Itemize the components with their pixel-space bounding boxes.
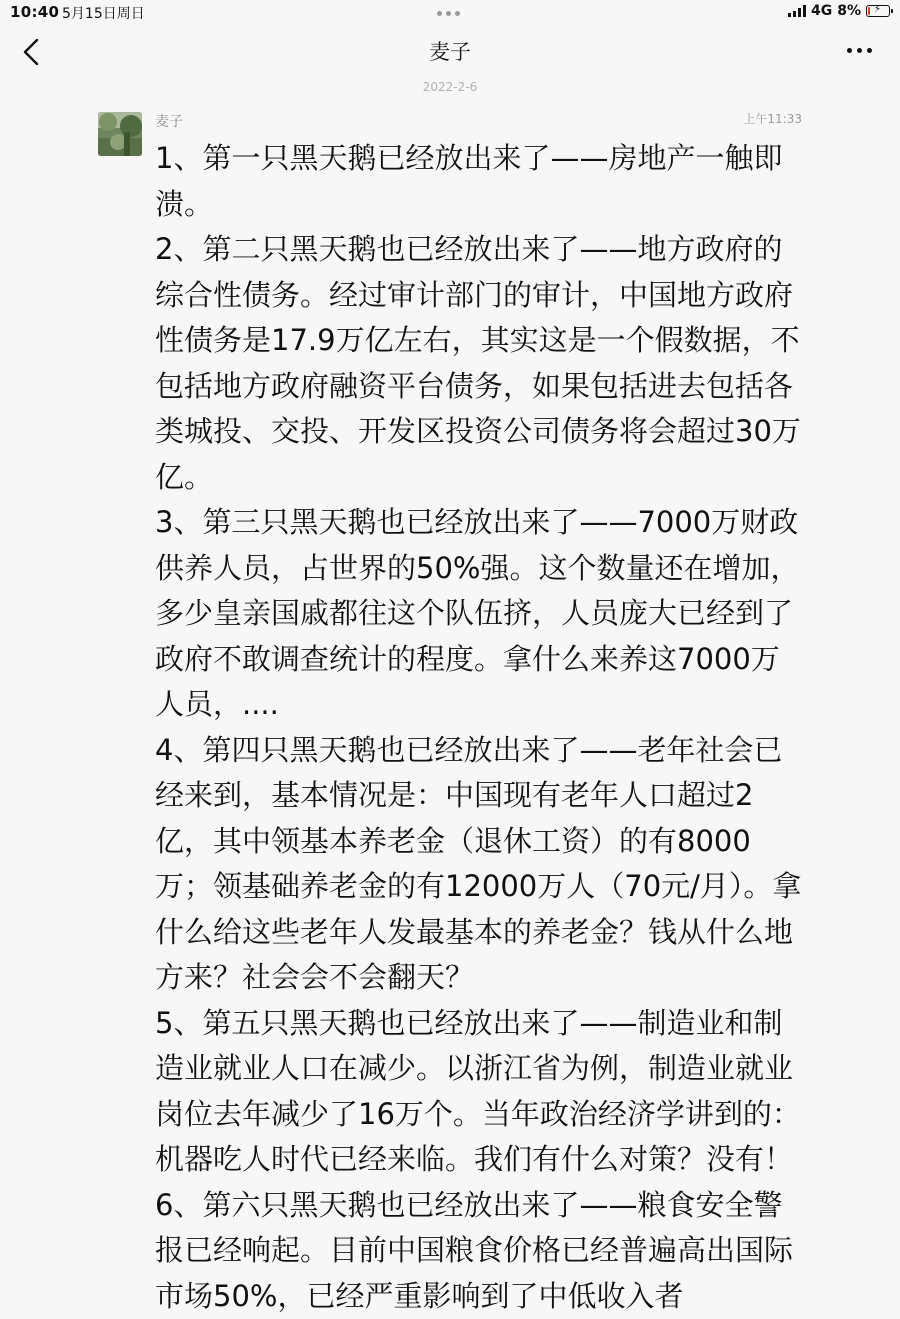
avatar-image <box>98 112 142 156</box>
date-divider-text: 2022-2-6 <box>423 80 477 94</box>
avatar[interactable] <box>98 112 142 156</box>
message-text[interactable] <box>155 136 805 1319</box>
multitasking-dots-icon[interactable] <box>437 11 460 16</box>
message-time: 上午11:33 <box>743 110 802 127</box>
message-paragraph: 1、第一只黑天鹅已经放出来了——房地产一触即溃。 <box>155 136 805 227</box>
message-paragraph: 3、第三只黑天鹅也已经放出来了——7000万财政供养人员，占世界的50%强。这个数量还在增加，多少皇亲国戚都往这个队伍挤，人员庞大已经到了政府不敢调查统计的程度。拿什么来养这7000万人员，.... <box>155 500 805 728</box>
message-paragraph: 2、第二只黑天鹅也已经放出来了——地方政府的综合性债务。经过审计部门的审计，中国地方政府性债务是17.9万亿左右，其实这是一个假数据，不包括地方政府融资平台债务，如果包括进去包括各类城投、交投、开发区投资公司债务将会超过30万亿。 <box>155 227 805 500</box>
date-divider <box>0 80 900 94</box>
battery-charging-icon: ⚡ <box>866 5 890 17</box>
sender-name: 麦子 <box>155 111 183 131</box>
more-options-icon[interactable] <box>847 48 872 53</box>
status-indicators <box>788 3 890 19</box>
message-paragraph: 5、第五只黑天鹅也已经放出来了——制造业和制造业就业人口在减少。以浙江省为例，制造业就业岗位去年减少了16万个。当年政治经济学讲到的：机器吃人时代已经来临。我们有什么对策？没有！ <box>155 1001 805 1183</box>
status-bar <box>0 0 900 24</box>
battery-percent: 8% <box>837 3 861 19</box>
status-date: 5月15日周日 <box>62 3 145 23</box>
chat-title: 麦子 <box>0 36 900 66</box>
message-paragraph: 6、第六只黑天鹅也已经放出来了——粮食安全警报已经响起。目前中国粮食价格已经普遍高出国际市场50%，已经严重影响到了中低收入者 <box>155 1183 805 1319</box>
network-type: 4G <box>811 3 832 19</box>
message-paragraph: 4、第四只黑天鹅也已经放出来了——老年社会已经来到，基本情况是：中国现有老年人口超过2亿，其中领基本养老金（退休工资）的有8000万；领基础养老金的有12000万人（70元/月）。拿什么给这些老年人发最基本的养老金？钱从什么地方来？社会会不会翻天？ <box>155 728 805 1001</box>
cellular-signal-icon <box>788 5 806 17</box>
nav-bar <box>0 24 900 80</box>
status-time: 10:40 <box>10 3 59 21</box>
